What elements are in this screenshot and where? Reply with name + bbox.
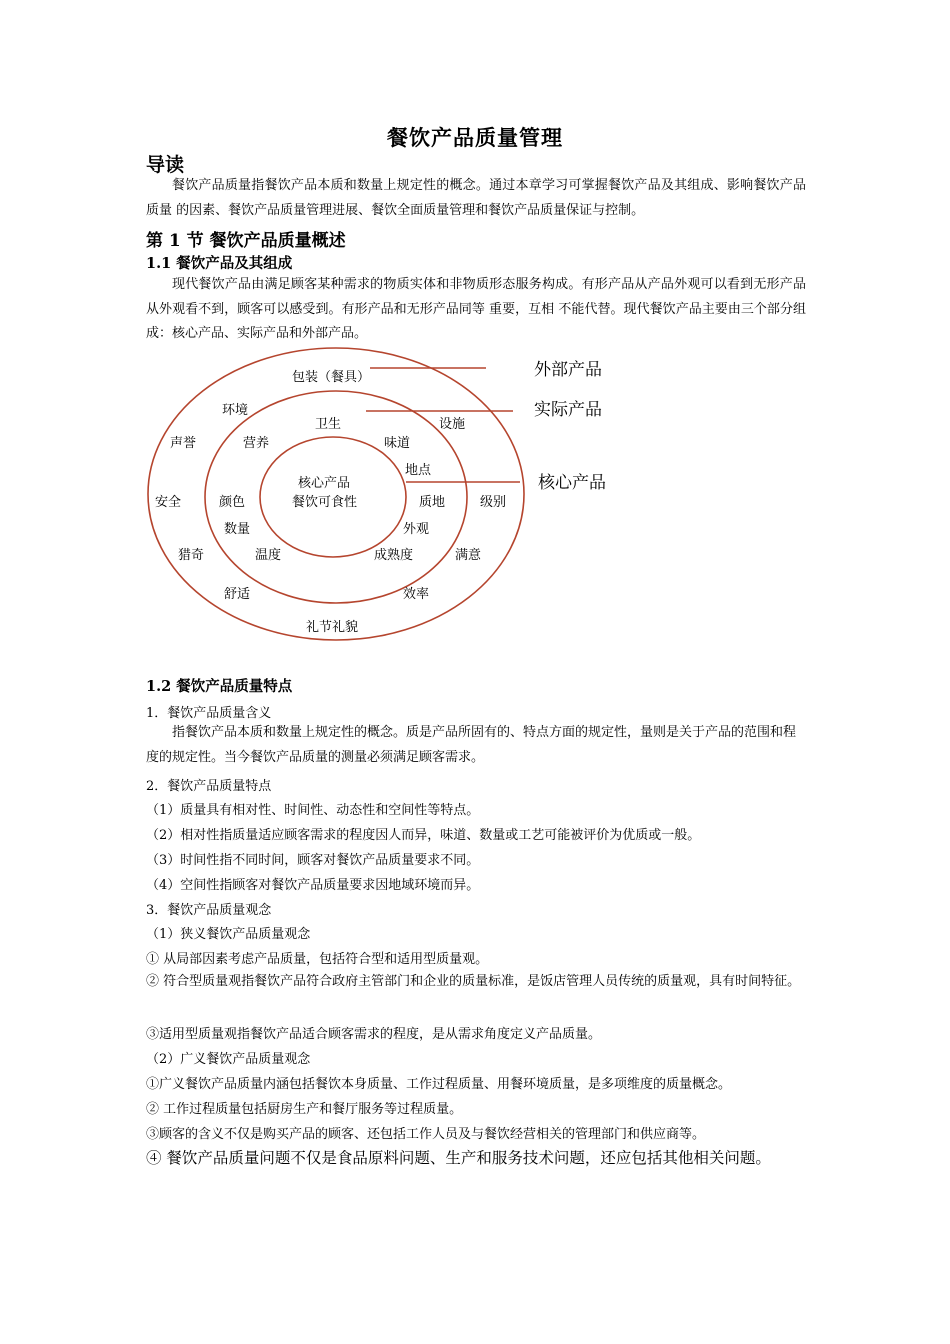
narrow-view-point: ① 从局部因素考虑产品质量，包括符合型和适用型质量观。 [146,952,489,967]
item-1-paragraph: 指餐饮产品本质和数量上规定性的概念。质是产品所固有的、特点方面的规定性，量则是关于产品的范围和程度的规定性。当今餐饮产品质量的测量必须满足顾客需求。 [146,725,797,765]
narrow-view-point: ② 符合型质量观指餐饮产品符合政府主管部门和企业的质量标准，是饭店管理人员传统的质量观，具有时间特征。 [146,974,801,989]
product-composition-diagram [140,345,640,650]
broad-view-point: ①广义餐饮产品质量内涵包括餐饮本身质量、工作过程质量、用餐环境质量，是多项维度的质量概念。 [146,1077,732,1092]
outer-item: 包装（餐具） [292,370,371,385]
center-item: 核心产品 [298,476,351,491]
outer-item: 环境 [222,403,249,418]
guide-paragraph: 餐饮产品质量指餐饮产品本质和数量上规定性的概念。通过本章学习可掌握餐饮产品及其组成、影响餐饮产品质量 的因素、餐饮产品质量管理进展、餐饮全面质量管理和餐饮产品质量保证与控制。 [146,178,806,218]
item-2-line: （2）相对性指质量适应顾客需求的程度因人而异，味道、数量或工艺可能被评价为优质或一般。 [146,828,701,843]
outer-item: 安全 [155,495,182,510]
middle-item: 成熟度 [374,548,414,563]
item-1-heading: 1．餐饮产品质量含义 [146,706,272,721]
outer-item: 猎奇 [178,548,205,563]
middle-item: 味道 [384,436,411,451]
broad-view-point: ③顾客的含义不仅是购买产品的顾客、还包括工作人员及与餐饮经营相关的管理部门和供应商等。 [146,1127,706,1142]
outer-item: 声誉 [170,436,197,451]
outer-product-label: 外部产品 [534,360,602,380]
section-1-2-heading: 1.2 餐饮产品质量特点 [146,678,293,695]
section-1-heading: 第 1 节 餐饮产品质量概述 [146,231,346,251]
section-1-1-heading: 1.1 餐饮产品及其组成 [146,255,293,272]
outer-item: 效率 [403,587,430,602]
middle-item: 颜色 [219,495,246,510]
guide-heading: 导读 [146,154,185,176]
outer-item: 舒适 [224,587,251,602]
outer-item: 设施 [439,417,466,432]
center-item: 餐饮可食性 [292,495,358,510]
item-2-heading: 2．餐饮产品质量特点 [146,779,272,794]
core-product-label: 核心产品 [538,473,606,493]
outer-item: 级别 [480,495,507,510]
broad-view-point: ④ 餐饮产品质量问题不仅是食品原料问题、生产和服务技术问题，还应包括其他相关问题。 [146,1149,771,1167]
item-2-line: （4）空间性指顾客对餐饮产品质量要求因地域环境而异。 [146,878,480,893]
broad-view-point: ② 工作过程质量包括厨房生产和餐厅服务等过程质量。 [146,1102,463,1117]
middle-item: 卫生 [315,417,342,432]
narrow-view-point: ③适用型质量观指餐饮产品适合顾客需求的程度，是从需求角度定义产品质量。 [146,1027,602,1042]
outer-item: 礼节礼貌 [306,620,359,635]
outer-item: 满意 [455,548,482,563]
middle-item: 数量 [224,522,251,537]
page-title: 餐饮产品质量管理 [387,125,563,150]
middle-item: 营养 [243,436,270,451]
item-2-line: （1）质量具有相对性、时间性、动态性和空间性等特点。 [146,803,480,818]
broad-view-heading: （2）广义餐饮产品质量观念 [146,1052,311,1067]
middle-item: 外观 [403,522,430,537]
middle-item: 地点 [405,463,432,478]
middle-item: 质地 [419,495,446,510]
item-3-heading: 3．餐饮产品质量观念 [146,903,272,918]
section-1-1-paragraph: 现代餐饮产品由满足顾客某种需求的物质实体和非物质形态服务构成。有形产品从产品外观可以看到无形产品从外观看不到，顾客可以感受到。有形产品和无形产品同等 重要，互相 不能代替。现代餐饮产品主要由三个部分组成：核心产品、实际产品和外部产品。 [146,277,806,341]
middle-item: 温度 [255,548,282,563]
item-2-line: （3）时间性指不同时间，顾客对餐饮产品质量要求不同。 [146,853,480,868]
narrow-view-heading: （1）狭义餐饮产品质量观念 [146,927,311,942]
actual-product-label: 实际产品 [534,400,602,420]
